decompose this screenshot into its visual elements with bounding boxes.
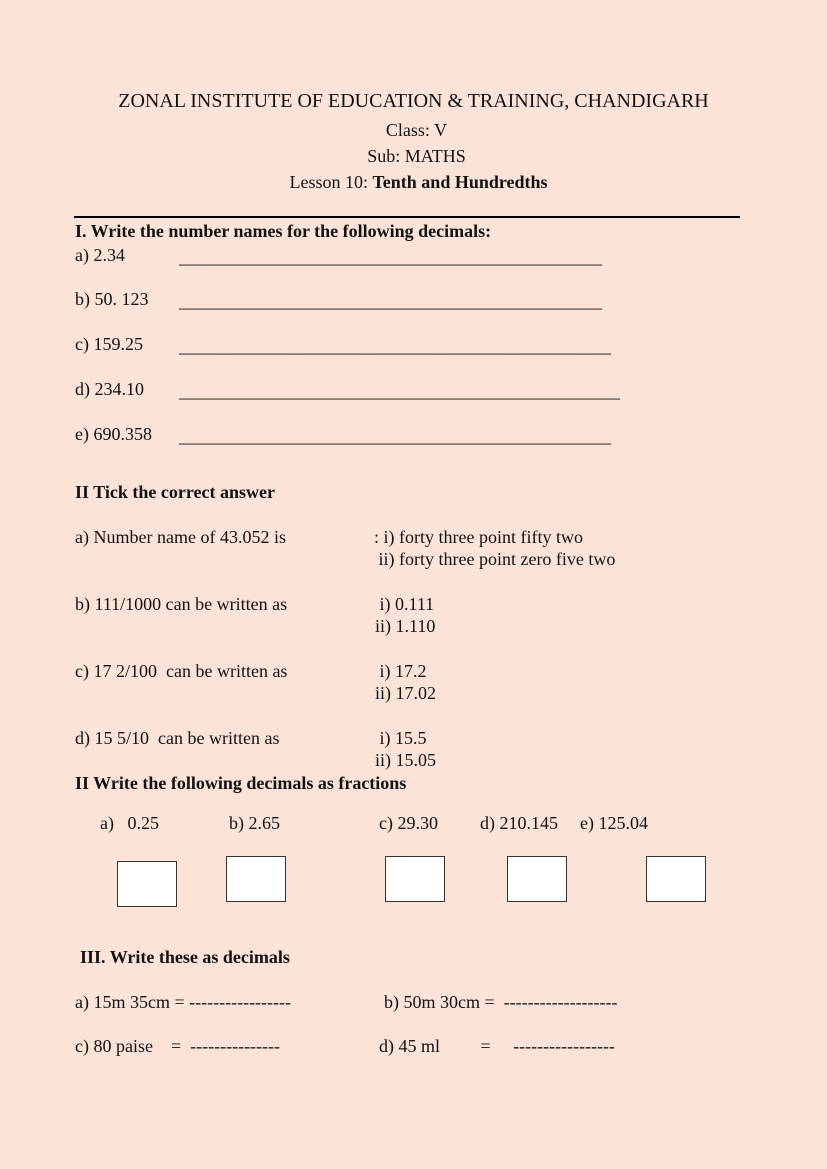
s2-option-b2[interactable]: ii) 1.110 [375,616,436,636]
s3-item-e: e) 125.04 [580,813,648,833]
header-divider [74,216,740,218]
s1-blank-d[interactable]: _________________________________________________ [179,381,620,401]
s2-option-c2[interactable]: ii) 17.02 [375,683,436,703]
s2-option-d2[interactable]: ii) 15.05 [375,750,436,770]
answer-box-a[interactable] [117,861,177,907]
subject-label: Sub: MATHS [367,146,466,166]
s4-item-c[interactable]: c) 80 paise = --------------- [75,1036,281,1056]
s2-question-a: a) Number name of 43.052 is [75,527,286,547]
s1-blank-a[interactable]: _______________________________________________ [179,247,602,267]
s2-option-c1[interactable]: i) 17.2 [375,661,427,681]
s3-item-d: d) 210.145 [480,813,558,833]
s2-option-b1[interactable]: i) 0.111 [375,594,435,614]
s3-item-c: c) 29.30 [379,813,438,833]
s4-item-d[interactable]: d) 45 ml = ----------------- [379,1036,616,1056]
s1-label-c: c) 159.25 [75,334,143,354]
s1-blank-b[interactable]: _______________________________________________ [179,291,602,311]
institute-title: ZONAL INSTITUTE OF EDUCATION & TRAINING, CHANDIGARH [118,90,709,112]
s1-blank-e[interactable]: ________________________________________________ [179,426,611,446]
s2-question-d: d) 15 5/10 can be written as [75,728,280,748]
section3-title: II Write the following decimals as fractions [75,773,407,793]
s1-blank-c[interactable]: ________________________________________________ [179,336,611,356]
lesson-prefix: Lesson 10: [289,172,373,192]
s2-option-a2[interactable]: ii) forty three point zero five two [374,549,616,569]
section1-title: I. Write the number names for the following decimals: [75,221,492,241]
s2-question-b: b) 111/1000 can be written as [75,594,288,614]
s2-option-d1[interactable]: i) 15.5 [375,728,427,748]
s2-option-a1[interactable]: : i) forty three point fifty two [374,527,583,547]
section4-title: III. Write these as decimals [80,947,290,967]
answer-box-d[interactable] [507,856,567,902]
s3-item-a: a) 0.25 [100,813,159,833]
answer-box-b[interactable] [226,856,286,902]
class-label: Class: V [385,120,448,140]
answer-box-e[interactable] [646,856,706,902]
s1-label-e: e) 690.358 [75,424,152,444]
s1-label-b: b) 50. 123 [75,289,149,309]
s1-label-a: a) 2.34 [75,245,125,265]
s4-item-a[interactable]: a) 15m 35cm = ----------------- [75,992,292,1012]
lesson-heading [5,172,827,192]
s2-question-c: c) 17 2/100 can be written as [75,661,288,681]
lesson-title: Tenth and Hundredths [372,172,548,192]
s4-item-b[interactable]: b) 50m 30cm = ------------------- [384,992,618,1012]
s1-label-d: d) 234.10 [75,379,144,399]
s3-item-b: b) 2.65 [229,813,280,833]
section2-title: II Tick the correct answer [75,482,275,502]
answer-box-c[interactable] [385,856,445,902]
